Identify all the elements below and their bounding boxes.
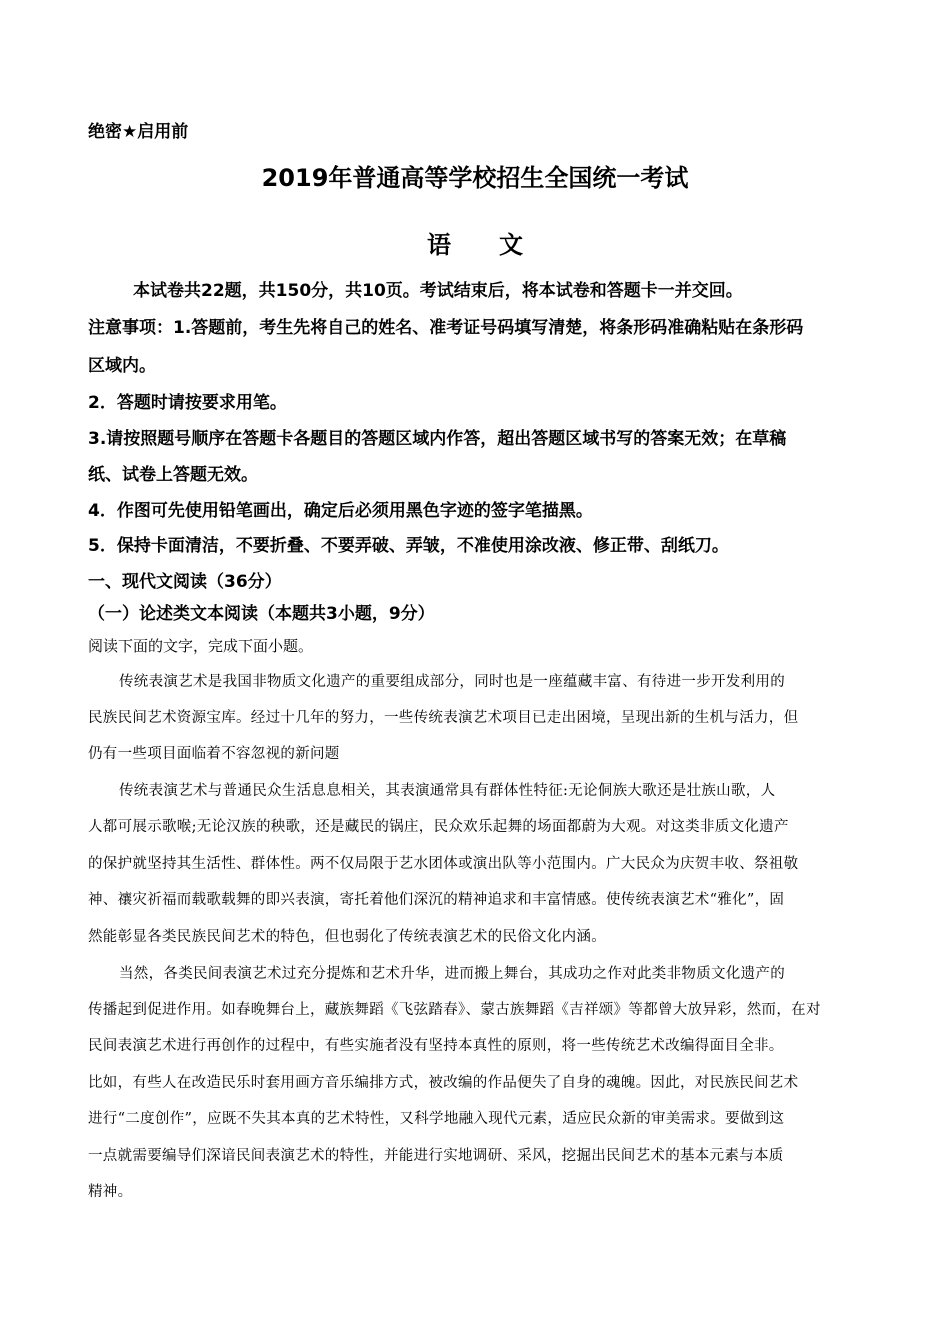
passage-line: 传统表演艺术是我国非物质文化遗产的重要组成部分，同时也是一座蕴藏丰富、有待进一步开发利用的 [119, 674, 785, 690]
passage-line: 的保护就坚持其生活性、群体性。两不仅局限于艺水团体或演出队等小范围内。广大民众为庆贺丰收、祭祖敬 [88, 856, 799, 872]
passage-line: 民间表演艺术进行再创作的过程中，有些实施者没有坚持本真性的原则，将一些传统艺术改编得面目全非。 [88, 1038, 784, 1054]
passage-line: 一点就需要编导们深谙民间表演艺术的特性，并能进行实地调研、采风，挖掘出民间艺术的基本元素与本质 [88, 1148, 784, 1164]
passage-line: 仍有一些项目面临着不容忽视的新问题 [88, 746, 340, 762]
note-item-1-line-2: 区域内。 [88, 356, 156, 376]
note-item-3-line-2: 纸、试卷上答题无效。 [88, 465, 258, 485]
section-subheading: （一）论述类文本阅读（本题共3小题，9分） [88, 604, 435, 624]
note-item-5: 5．保持卡面清洁，不要折叠、不要弄破、弄皱，不准使用涂改液、修正带、刮纸刀。 [88, 536, 729, 556]
section-heading: 一、现代文阅读（36分） [88, 572, 282, 592]
passage-line: 精神。 [88, 1184, 133, 1200]
note-item-1-line-1: 注意事项：1.答题前，考生先将自己的姓名、准考证号码填写清楚，将条形码准确粘贴在条形码 [88, 318, 804, 338]
passage-line: 进行“二度创作”，应既不失其本真的艺术特性，又科学地融入现代元素，适应民众新的审美需求。要做到这 [88, 1111, 785, 1127]
note-item-2: 2．答题时请按要求用笔。 [88, 393, 287, 413]
passage-line: 传统表演艺术与普通民众生活息息相关，其表演通常具有群体性特征:无论侗族大歌还是壮族山歌，人 [119, 783, 776, 799]
exam-intro: 本试卷共22题，共150分，共10页。考试结束后，将本试卷和答题卡一并交回。 [133, 281, 743, 301]
note-item-4: 4．作图可先使用铅笔画出，确定后必须用黑色字迹的签字笔描黑。 [88, 501, 593, 521]
passage-line: 然能彰显各类民族民间艺术的特色，但也弱化了传统表演艺术的民俗文化内涵。 [88, 929, 606, 945]
subject-title: 语文 [427, 231, 571, 259]
passage-line: 人都可展示歌喉;无论汉族的秧歌，还是藏民的锅庄，民众欢乐起舞的场面都蔚为大观。对这类非质文化遗产 [88, 819, 789, 835]
exam-title: 2019年普通高等学校招生全国统一考试 [261, 164, 689, 192]
passage-line: 比如，有些人在改造民乐时套用画方音乐编排方式，被改编的作品便失了自身的魂魄。因此，对民族民间艺术 [88, 1075, 799, 1091]
secret-mark: 绝密★启用前 [88, 122, 189, 142]
passage-line: 传播起到促进作用。如春晚舞台上，藏族舞蹈《飞弦踏春》、蒙古族舞蹈《吉祥颂》等都曾大放异彩，然而，在对 [88, 1002, 821, 1018]
passage-line: 民族民间艺术资源宝库。经过十几年的努力，一些传统表演艺术项目已走出困境，呈现出新的生机与活力，但 [88, 710, 799, 726]
reading-instruction: 阅读下面的文字，完成下面小题。 [88, 637, 314, 655]
note-item-3-line-1: 3.请按照题号顺序在答题卡各题目的答题区域内作答，超出答题区域书写的答案无效；在草稿 [88, 429, 787, 449]
passage-line: 神、禳灾祈福而载歌载舞的即兴表演，寄托着他们深沉的精神追求和丰富情感。使传统表演艺术“雅化”，固 [88, 892, 785, 908]
passage-line: 当然，各类民间表演艺术过充分提炼和艺术升华，进而搬上舞台，其成功之作对此类非物质文化遗产的 [119, 966, 785, 982]
